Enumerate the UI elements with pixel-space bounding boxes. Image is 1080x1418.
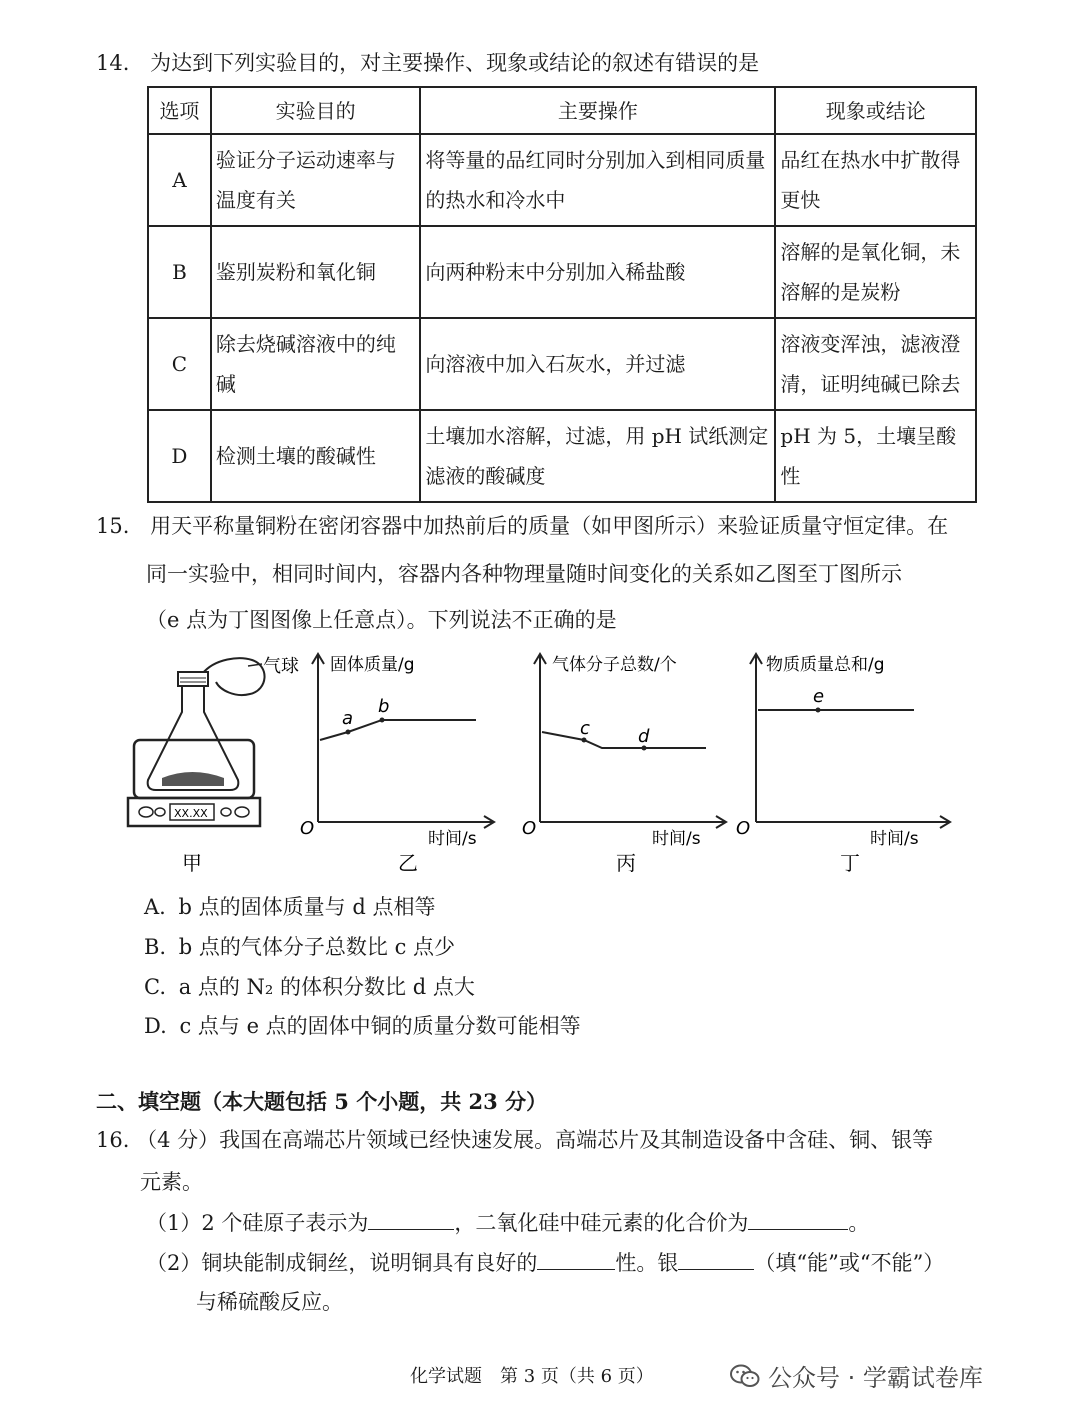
figure-jia [120,650,300,882]
q15-option-b: B. b 点的气体分子总数比 c 点少 [144,935,456,959]
header-option: 选项 [148,87,211,134]
q16-stem-line1 [96,1125,933,1155]
table-row [148,134,976,226]
q15-option-d: D. c 点与 e 点的固体中铜的质量分数可能相等 [144,1014,581,1038]
row-purpose: 鉴别炭粉和氧化铜 [211,226,420,318]
figure-bing [518,650,730,882]
balloon-label: 气球 [263,656,299,677]
q14-stem [96,48,759,78]
q16-stem-text: （4 分）我国在高端芯片领域已经快速发展。高端芯片及其制造设备中含硅、铜、银等 [136,1128,934,1152]
label-d: d [638,726,650,747]
section2-title: 二、填空题（本大题包括 5 个小题，共 23 分） [96,1089,548,1114]
table-row [148,226,976,318]
balloon-icon [202,658,265,695]
ylabel-bing: 气体分子总数/个 [552,655,677,675]
row-purpose: 除去烧碱溶液中的纯碱 [211,318,420,410]
balance-button [155,808,165,816]
origin-ding: O [736,818,751,839]
point-b [380,718,385,723]
answer-blank[interactable] [368,1207,454,1230]
ylabel-ding: 物质质量总和/g [766,655,885,675]
origin-bing: O [522,818,537,839]
balance-reading: XX.XX [174,807,208,820]
row-purpose: 检测土壤的酸碱性 [211,410,420,502]
q15-stem-line1 [96,511,948,541]
q14-table [147,86,977,503]
q16-part2: （2）铜块能制成铜丝，说明铜具有良好的 性。银 （填“能”或“不能”） [146,1247,944,1278]
row-option: C [148,318,211,410]
q14-stem-text: 为达到下列实验目的，对主要操作、现象或结论的叙述有错误的是 [150,51,760,75]
point-e [816,708,821,713]
caption-jia: 甲 [182,851,202,875]
page-footer: 化学试题 第 3 页（共 6 页） [410,1366,654,1387]
q15-stem-text-1: 用天平称量铜粉在密闭容器中加热前后的质量（如甲图所示）来验证质量守恒定律。在 [150,514,949,538]
q16-stem-line2: 元素。 [140,1170,203,1194]
balance-button [235,807,249,817]
watermark [730,1358,983,1393]
header-purpose: 实验目的 [211,87,420,134]
answer-blank[interactable] [678,1247,754,1270]
row-option: D [148,410,211,502]
header-result: 现象或结论 [775,87,976,134]
balance-button [221,808,231,816]
q16-part1: （1）2 个硅原子表示为 ，二氧化硅中硅元素的化合价为 。 [146,1207,869,1238]
row-option: A [148,134,211,226]
q15-option-a: A. b 点的固体质量与 d 点相等 [144,895,436,919]
row-operation: 向两种粉末中分别加入稀盐酸 [420,226,775,318]
figure-ding [734,650,954,882]
q15-stem-line2: 同一实验中，相同时间内，容器内各种物理量随时间变化的关系如乙图至丁图所示 [146,562,902,586]
point-a [346,730,351,735]
ylabel-yi: 固体质量/g [330,655,415,675]
label-a: a [342,708,354,729]
copper-powder [162,772,224,786]
q15-stem-line3: （e 点为丁图图像上任意点）。下列说法不正确的是 [146,608,617,632]
table-row [148,410,976,502]
table-row [148,318,976,410]
figure-yi [296,650,496,882]
header-operation: 主要操作 [420,87,775,134]
stopper [178,672,208,686]
row-result: pH 为 5，土壤呈酸性 [775,410,976,502]
row-option: B [148,226,211,318]
row-result: 品红在热水中扩散得更快 [775,134,976,226]
q15-number: 15. [96,514,130,538]
curve-bing [542,732,706,748]
q15-option-c: C. a 点的 N₂ 的体积分数比 d 点大 [144,975,475,999]
row-result: 溶液变浑浊，滤液澄清，证明纯碱已除去 [775,318,976,410]
answer-blank[interactable] [748,1207,848,1230]
wechat-icon [730,1363,760,1389]
caption-bing: 丙 [616,851,636,875]
label-b: b [378,696,390,717]
watermark-text: 公众号 · 学霸试卷库 [768,1364,983,1392]
label-c: c [580,718,590,739]
row-purpose: 验证分子运动速率与温度有关 [211,134,420,226]
answer-blank[interactable] [537,1247,615,1270]
q14-number: 14. [96,51,130,75]
q16-part2-line2: 与稀硫酸反应。 [196,1290,343,1314]
q16-number: 16. [96,1128,130,1152]
xlabel-yi: 时间/s [428,829,477,849]
caption-yi: 乙 [398,851,418,875]
table-header-row [148,87,976,134]
balance-button [139,807,153,817]
xlabel-ding: 时间/s [870,829,919,849]
caption-ding: 丁 [840,851,860,875]
row-operation: 向溶液中加入石灰水，并过滤 [420,318,775,410]
row-operation: 土壤加水溶解，过滤，用 pH 试纸测定滤液的酸碱度 [420,410,775,502]
origin-yi: O [300,818,315,839]
row-operation: 将等量的品红同时分别加入到相同质量的热水和冷水中 [420,134,775,226]
xlabel-bing: 时间/s [652,829,701,849]
row-result: 溶解的是氧化铜，未溶解的是炭粉 [775,226,976,318]
label-e: e [813,686,825,707]
